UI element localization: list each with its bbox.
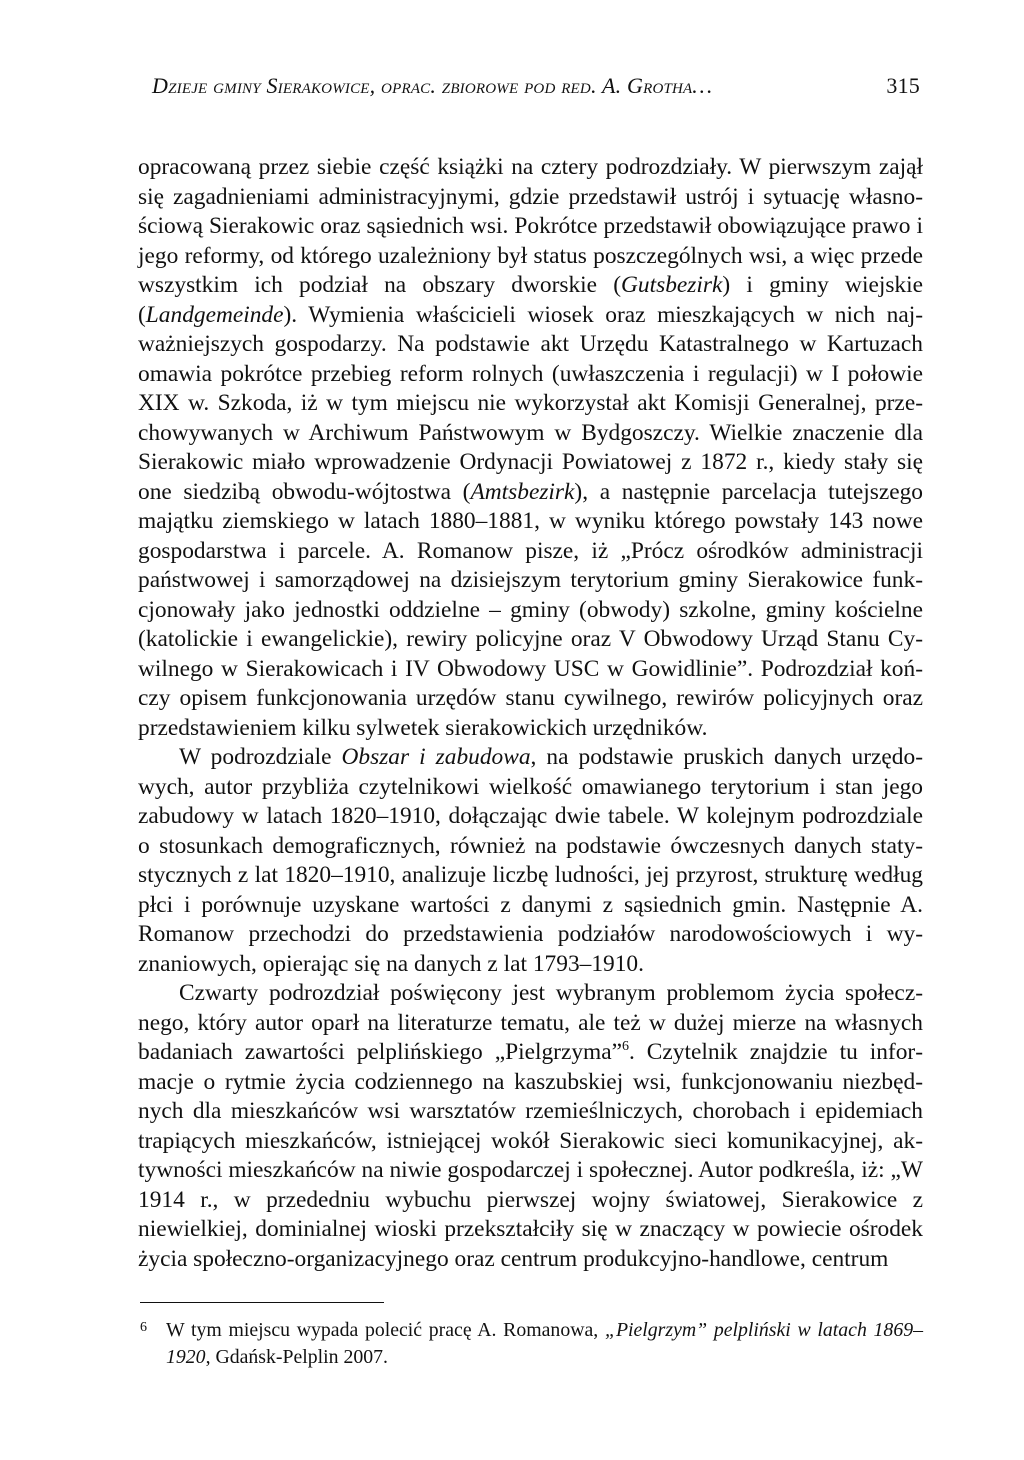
paragraph-2: W podrozdziale Obszar i zabudowa, na podstawie pruskich danych urzędowych, autor przybliża czytelnikowi wielkość omawianego terytorium i stan jego zabudowy w latach 1820–1910, dołączając dwie tabele. W kolejnym podrozdziale o stosunkach demograficznych, również na podstawie ówczesnych danych statystycznych z lat 1820–1910, analizuje liczbę ludności, jej przyrost, strukturę według płci i porównuje uzyskane wartości z danymi z sąsiednich gmin. Następnie A. Romanow przechodzi do przedstawienia podziałów narodowościowych i wyznaniowych, opierając się na danych z lat 1793–1910. bbox=[138, 744, 923, 977]
footnote-mark: 6 bbox=[140, 1320, 147, 1335]
running-title: Dzieje gminy Sierakowice, oprac. zbiorowe pod red. A. Grotha… bbox=[152, 73, 713, 98]
term-amtsbezirk: Amtsbezirk bbox=[470, 478, 575, 505]
footnote-text: W tym miejscu wypada polecić pracę A. Romanowa, „Pielgrzym” pelpliński w latach 1869–1920, Gdańsk-Pelplin 2007. bbox=[166, 1319, 923, 1368]
footnote-book-title: „Pielgrzym” pelpliński w latach 1869–1920 bbox=[166, 1319, 923, 1368]
running-header bbox=[152, 70, 922, 102]
footnote-reference[interactable]: 6 bbox=[622, 1039, 629, 1055]
footnote-divider bbox=[140, 1302, 384, 1303]
term-landgemeinde: Landgemeinde bbox=[145, 301, 284, 328]
footnote-6 bbox=[140, 1317, 923, 1371]
term-gutsbezirk: Gutsbezirk bbox=[621, 272, 723, 298]
page-number: 315 bbox=[886, 73, 920, 98]
main-text bbox=[138, 153, 923, 1274]
paragraph-1: opracowaną przez siebie część książki na cztery podrozdziały. W pierwszym zajął się zagadnieniami administracyjnymi, gdzie przedstawił ustrój i sytuację własnościową Sierakowic oraz sąsiednich wsi. Pokrótce przedstawił obowiązujące prawo i jego reformy, od którego uzależniony był status poszczególnych wsi, a więc przede wszystkim ich podział na obszary dworskie (Gutsbezirk) i gminy wiejskie (Landgemeinde). Wymienia właścicieli wiosek oraz mieszkających w nich najważniejszych gospodarzy. Na podstawie akt Urzędu Katastralnego w Kartuzach omawia pokrótce przebieg reform rolnych (uwłaszczenia i regulacji) w I połowie XIX w. Szkoda, iż w tym miejscu nie wykorzystał akt Komisji Generalnej, przechowywanych w Archiwum Państwowym w Bydgoszczy. Wielkie znaczenie dla Sierakowic miało wprowadzenie Ordynacji Powiatowej z 1872 r., kiedy stały się one siedzibą obwodu-wójtostwa (Amtsbezirk), a następnie parcelacja tutejszego majątku ziemskiego w latach 1880–1881, w wyniku którego powstały 143 nowe gospodarstwa i parcele. A. Romanow pisze, iż „Prócz ośrodków administracji państwowej i samorządowej na dzisiejszym terytorium gminy Sierakowice funkcjonowały jako jednostki oddzielne – gminy (obwody) szkolne, gminy kościelne (katolickie i ewangelickie), rewiry policyjne oraz V Obwodowy Urząd Stanu Cywilnego w Sierakowicach i IV Obwodowy USC w Gowidlinie”. Podrozdział kończy opisem funkcjonowania urzędów stanu cywilnego, rewirów policyjnych oraz przedstawieniem kilku sylwetek sierakowickich urzędników. bbox=[138, 154, 923, 741]
paragraph-3: Czwarty podrozdział poświęcony jest wybranym problemom życia społecznego, który autor oparł na literaturze tematu, ale też w dużej mierze na własnych badaniach zawartości pelplińskiego „Pielgrzyma”$^6$. Czytelnik znajdzie tu informacje o rytmie życia codziennego na kaszubskiej wsi, funkcjonowaniu niezbędnych dla mieszkańców wsi warsztatów rzemieślniczych, chorobach i epidemiach trapiących mieszkańców, istniejącej wokół Sierakowic sieci komunikacyjnej, aktywności mieszkańców na niwie gospodarczej i społecznej. Autor podkreśla, iż: „W 1914 r., w przededniu wybuchu pierwszej wojny światowej, Sierakowice z niewielkiej, dominialnej wioski przekształciły się w znaczący w powiecie ośrodek życia społeczno-organizacyjnego oraz centrum produkcyjno-handlowe, centrum bbox=[138, 980, 923, 1272]
subchapter-title: Obszar i zabudowa bbox=[341, 744, 531, 770]
